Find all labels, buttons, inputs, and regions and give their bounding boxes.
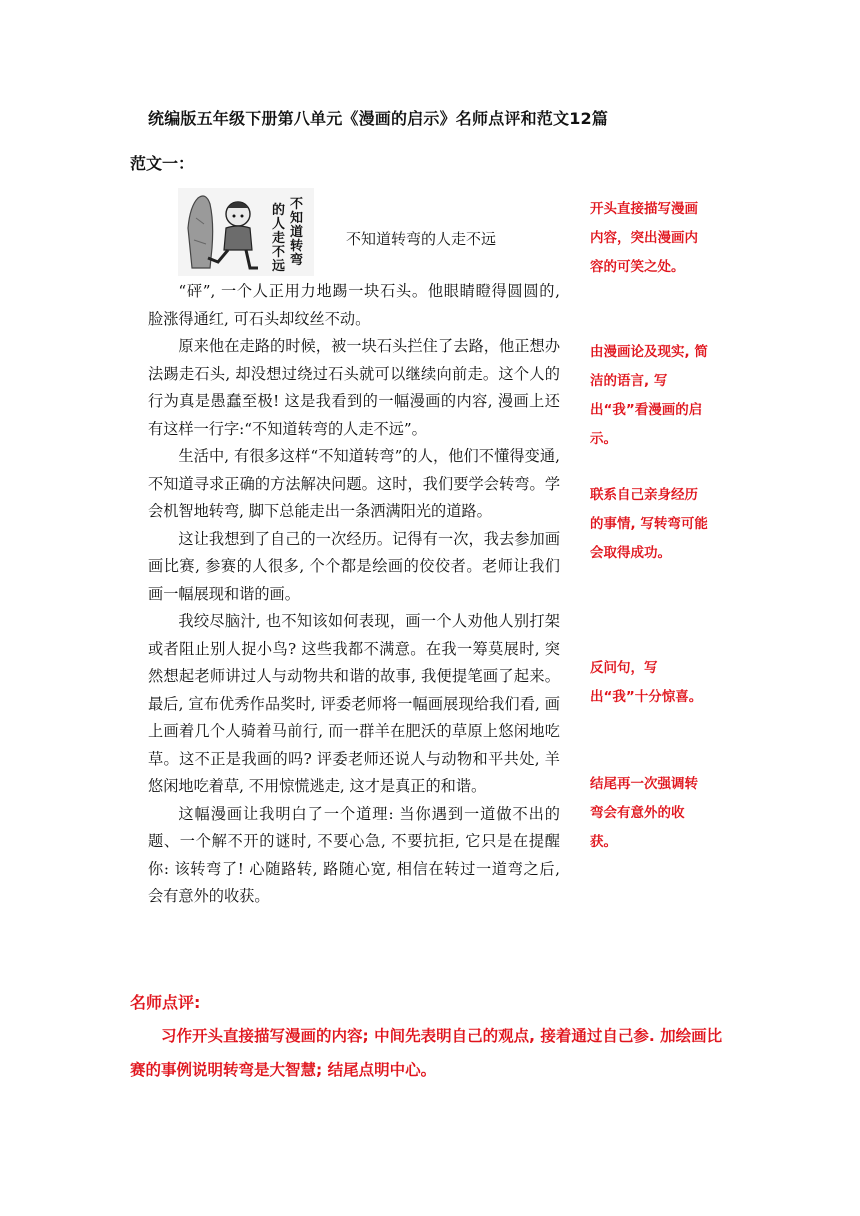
margin-note: 结尾再一次强调转弯会有意外的收获。 [590,776,698,850]
essay-paragraph: 这幅漫画让我明白了一个道理: 当你遇到一道做不出的题、一个解不开的谜时, 不要心急, 不要抗拒, 它只是在提醒你: 该转弯了! 心随路转, 路随心宽, 相信在转过一道弯之后, 会有意外的收获。 [148,804,560,905]
comic-char: 不 [272,245,286,260]
margin-note: 开头直接描写漫画内容，突出漫画内容的可笑之处。 [590,201,698,275]
margin-note: 联系自己亲身经历的事情, 写转弯可能会取得成功。 [590,487,708,561]
essay-body [148,278,560,911]
document-title: 统编版五年级下册第八单元《漫画的启示》名师点评和范文12篇 [148,109,609,128]
comic-char: 弯 [290,253,304,268]
essay-paragraph: 这让我想到了自己的一次经历。记得有一次，我去参加画画比赛, 参赛的人很多, 个个都是绘画的佼佼者。老师让我们画一幅展现和谐的画。 [148,529,560,603]
review-label: 名师点评: [130,993,201,1012]
comic-char: 远 [272,259,286,274]
comic-illustration [178,188,314,276]
comic-char: 走 [272,231,286,246]
comic-char: 人 [272,217,286,232]
comic-drawing [178,188,314,276]
man-body [224,226,252,250]
margin-note: 由漫画论及现实, 简洁的语言, 写出“我”看漫画的启示。 [590,344,708,447]
essay-paragraph: 我绞尽脑汁, 也不知该如何表现，画一个人劝他人别打架或者阻止别人捉小鸟? 这些我都不满意。在我一筹莫展时, 突然想起老师讲过人与动物共和谐的故事, 我便提笔画了起来。最后, 宣布优秀作品奖时, 评委老师将一幅画展现给我们看, 画上画着几个人骑着马前行, 而一群羊在肥沃的草原上悠闲地吃草。这不正是我画的吗? 评委老师还说人与动物和平共处, 羊悠闲地吃着草, 不用惊慌逃走, 这才是真正的和谐。 [148,612,560,795]
comic-caption: 不知道转弯的人走不远 [346,230,497,248]
comic-char: 转 [290,239,304,254]
review-text: 习作开头直接描写漫画的内容; 中间先表明自己的观点, 接着通过自己参. 加绘画比赛的事例说明转弯是大智慧; 结尾点明中心。 [130,1027,723,1079]
comic-char: 道 [290,225,304,240]
essay-paragraph: 生活中, 有很多这样“不知道转弯”的人，他们不懂得变通, 不知道寻求正确的方法解决问题。这时，我们要学会转弯。学会机智地转弯, 脚下总能走出一条洒满阳光的道路。 [148,447,560,520]
essay-paragraph: 原来他在走路的时候，被一块石头拦住了去路，他正想办法踢走石头, 却没想过绕过石头就可以继续向前走。这个人的行为真是愚蠢至极! 这是我看到的一幅漫画的内容, 漫画上还有这样一行字:“不知道转弯的人走不远”。 [148,337,560,438]
margin-note: 反问句，写出“我”十分惊喜。 [590,660,703,705]
essay-paragraph: “砰”, 一个人正用力地踢一块石头。他眼睛瞪得圆圆的, 脸涨得通红, 可石头却纹丝不动。 [148,282,560,328]
comic-char: 不 [290,197,304,212]
comic-char: 的 [272,203,286,218]
comic-char: 知 [290,211,304,226]
essay-label: 范文一： [130,154,195,173]
